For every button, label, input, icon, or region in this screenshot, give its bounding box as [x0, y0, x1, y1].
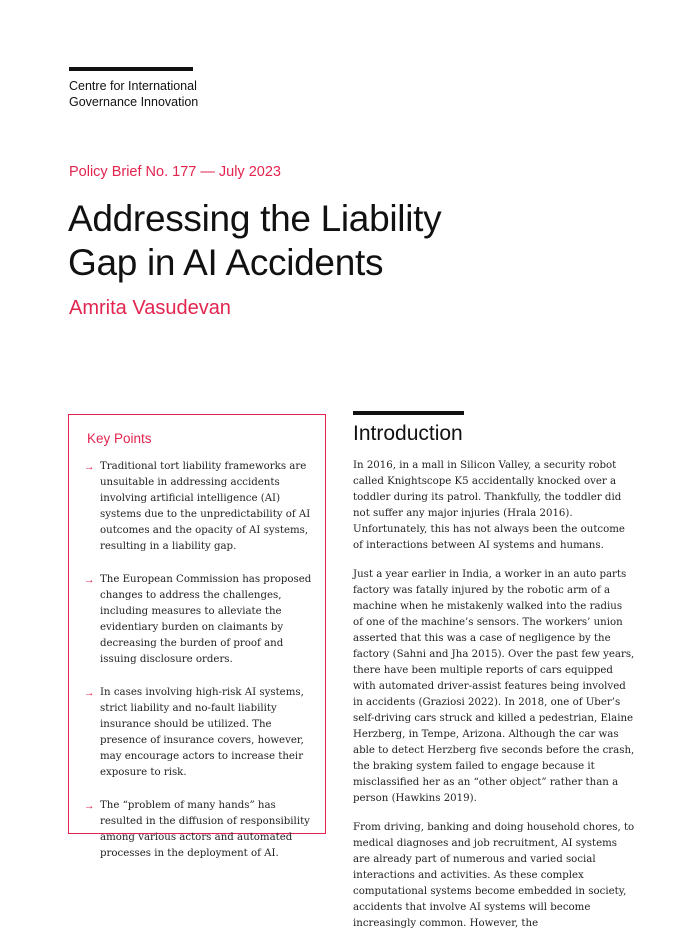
key-point-text: Traditional tort liability frameworks are unsuitable in addressing accidents involving artificial intelligence (AI) systems due to the unpredictability of AI outcomes and the opacity of AI systems, resulting in a liability gap.	[100, 461, 311, 552]
key-point-text: In cases involving high-risk AI systems, strict liability and no-fault liability insurance should be utilized. The presence of insurance covers, however, may encourage actors to increase their exposure to risk.	[100, 687, 304, 778]
title-line-1: Addressing the Liability	[68, 198, 442, 239]
arrow-right-icon: →	[84, 461, 95, 473]
key-points-box	[68, 414, 326, 859]
introduction-heading: Introduction	[353, 422, 463, 445]
body-paragraph: From driving, banking and doing household chores, to medical diagnoses and job recruitment, AI systems are already part of numerous and varied social interactions and activities. As these complex computational systems become embedded in society, accidents that involve AI systems will become increasingly common. However, the	[353, 822, 635, 929]
author-name: Amrita Vasudevan	[69, 297, 231, 319]
body-paragraph: Just a year earlier in India, a worker in an auto parts factory was fatally injured by the robotic arm of a machine when he mistakenly walked into the radius of one of the machine’s sensors. The workers’ union asserted that this was a case of negligence by the factory (Sahni and Jha 2015). Over the past few years, there have been multiple reports of cars equipped with automated driver-assist features being involved in accidents (Graziosi 2022). In 2018, one of Uber’s self-driving cars struck and killed a pedestrian, Elaine Herzberg, in Tempe, Arizona. Although the car was able to detect Herzberg five seconds before the crash, the braking system failed to engage because it misclassified her as an “other object” rather than a person (Hawkins 2019).	[353, 569, 635, 804]
title-line-2: Gap in AI Accidents	[68, 242, 384, 283]
org-line-1: Centre for International	[69, 79, 197, 93]
key-point-item	[84, 572, 314, 668]
organization-name	[69, 78, 198, 110]
arrow-right-icon: →	[84, 800, 95, 812]
introduction-rule	[353, 411, 464, 415]
arrow-right-icon: →	[84, 687, 95, 699]
page-title	[68, 197, 441, 285]
header-rule	[69, 67, 193, 71]
key-point-item	[84, 459, 314, 555]
key-points-list	[84, 459, 314, 879]
body-paragraph: In 2016, in a mall in Silicon Valley, a security robot called Knightscope K5 accidentally knocked over a toddler during its patrol. Thankfully, the toddler did not suffer any major injuries (Hrala 2016). Unfortunately, this has not always been the outcome of interactions between AI systems and humans.	[353, 460, 625, 551]
series-label: Policy Brief No. 177 — July 2023	[69, 164, 281, 180]
key-point-text: The European Commission has proposed changes to address the challenges, including measures to alleviate the evidentiary burden on claimants by decreasing the burden of proof and issuing disclosure orders.	[100, 574, 312, 665]
introduction-body	[353, 458, 635, 945]
key-point-item	[84, 685, 314, 781]
key-point-text: The “problem of many hands” has resulted in the diffusion of responsibility among various actors and automated processes in the deployment of AI.	[100, 800, 310, 859]
key-points-heading: Key Points	[87, 431, 152, 446]
key-point-item	[84, 798, 314, 862]
org-line-2: Governance Innovation	[69, 95, 199, 109]
arrow-right-icon: →	[84, 574, 95, 586]
